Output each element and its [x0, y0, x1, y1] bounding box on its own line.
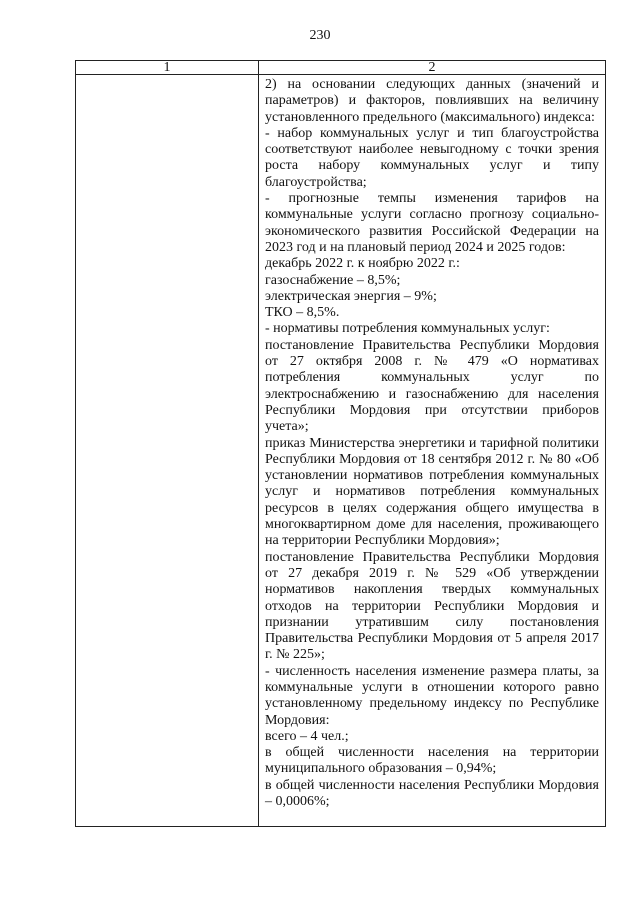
paragraph-services-set: - набор коммунальных услуг и тип благоустройства соответствуют наиболее невыгодному с точки зрения роста набору коммунальных услуг и типу благоустройства; — [265, 125, 599, 190]
paragraph-republic-share: в общей численности населения Республики Мордовия – 0,0006%; — [265, 777, 599, 810]
paragraph-electricity: электрическая энергия – 9%; — [265, 288, 437, 304]
cell-content — [259, 75, 605, 826]
column-header-2: 2 — [259, 61, 606, 75]
paragraph-indices-basis: 2) на основании следующих данных (значений и параметров) и факторов, повлиявших на величину установленного предельного (максимального) индекса: — [265, 77, 599, 125]
paragraph-resolution-479: постановление Правительства Республики Мордовия от 27 октября 2008 г. № 479 «О нормативах потребления коммунальных услуг по электроснабжению и газоснабжению для населения Республики Мордовия при отсутствии приборов учета»; — [265, 337, 599, 435]
table-row — [76, 75, 606, 827]
paragraph-total: всего – 4 чел.; — [265, 728, 349, 744]
page-number: 230 — [309, 28, 331, 43]
paragraph-consumption-norms: - нормативы потребления коммунальных услуг: — [265, 321, 550, 337]
column-2-cell — [259, 75, 606, 827]
document-table — [75, 60, 606, 827]
paragraph-order-80: приказ Министерства энергетики и тарифной политики Республики Мордовия от 18 сентября 2012 г. № 80 «Об установлении нормативов потребления коммунальных услуг и нормативов потребления коммунальных ресурсов в целях содержания общего имущества в многоквартирном доме для населения, проживающего на территории Республики Мордовия»; — [265, 435, 599, 549]
paragraph-municipal-share: в общей численности населения на территории муниципального образования – 0,94%; — [265, 745, 599, 777]
paragraph-period: декабрь 2022 г. к ноябрю 2022 г.: — [265, 256, 460, 272]
paragraph-tariff-forecast: - прогнозные темпы изменения тарифов на коммунальные услуги согласно прогнозу социально-экономического развития Российской Федерации на 2023 год и на плановый период 2024 и 2025 годов: — [265, 191, 599, 255]
paragraph-tko: ТКО – 8,5%. — [265, 305, 340, 321]
paragraph-resolution-529: постановление Правительства Республики Мордовия от 27 декабря 2019 г. № 529 «Об утверждении нормативов накопления твердых коммунальных отходов на территории Республики Мордовия и признании утратившим силу постановления Правительства Республики Мордовия от 5 апреля 2017 г. № 225»; — [265, 549, 599, 663]
column-header-1: 1 — [76, 61, 259, 75]
table-header-row — [76, 61, 606, 75]
paragraph-gas: газоснабжение – 8,5%; — [265, 272, 401, 288]
column-1-cell — [76, 75, 259, 827]
paragraph-population: - численность населения изменение размера платы, за коммунальные услуги в отношении которого равно установленному предельному индексу по Республике Мордовия: — [265, 663, 599, 728]
